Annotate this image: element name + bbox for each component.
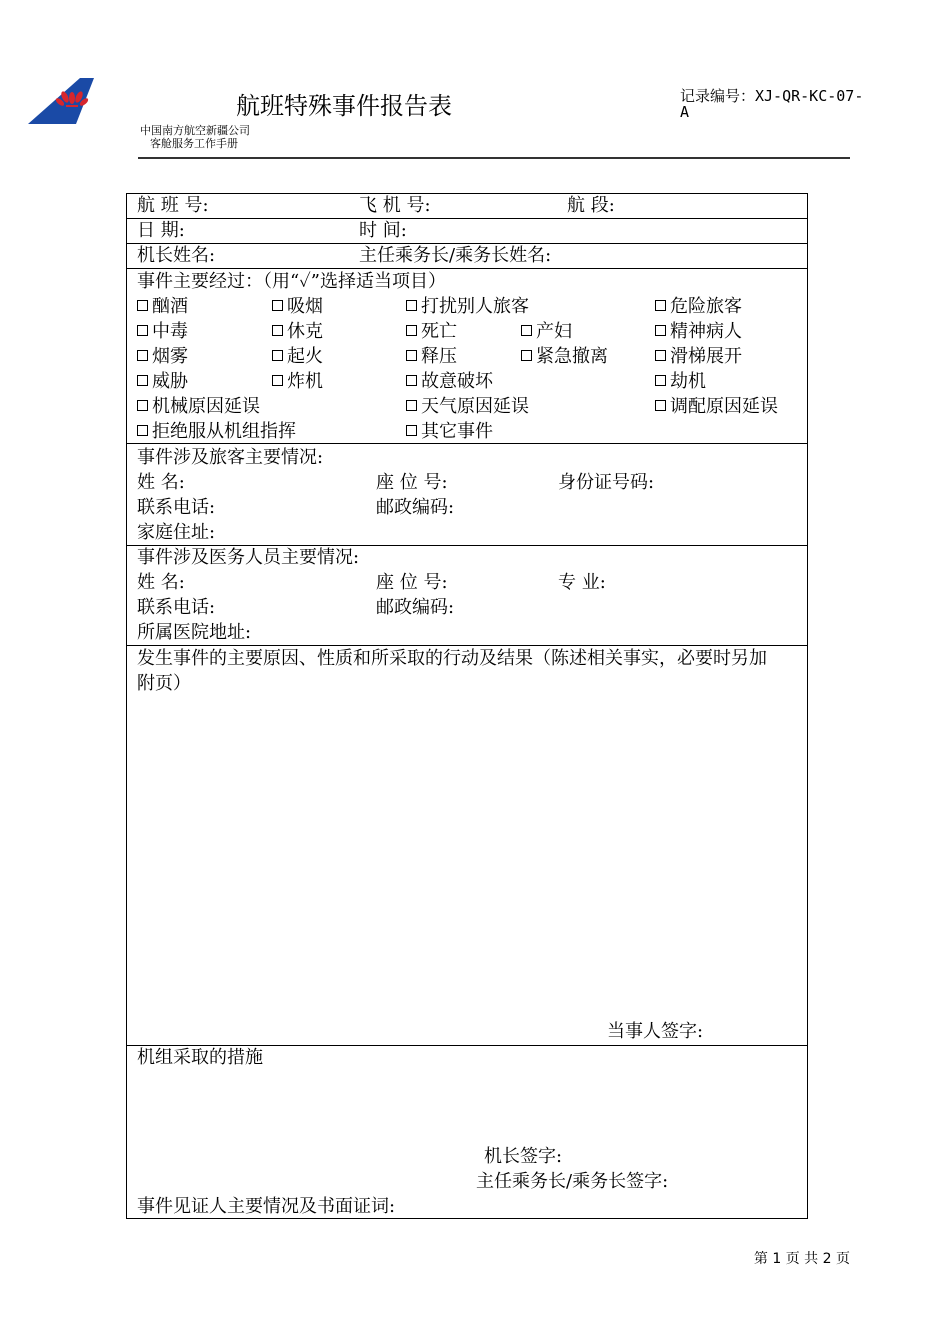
checkbox-smoke[interactable]	[137, 345, 188, 369]
passenger-heading: 事件涉及旅客主要情况:	[137, 447, 324, 468]
checkbox-label: 调配原因延误	[670, 396, 778, 417]
airline-logo	[28, 78, 94, 126]
checkbox-box[interactable]	[521, 350, 532, 361]
flight-no-label: 航 班 号:	[137, 195, 209, 216]
checkbox-mechanical-delay[interactable]	[137, 395, 260, 419]
checkbox-label: 释压	[421, 346, 457, 367]
row-divider	[127, 218, 807, 219]
checkbox-label: 休克	[287, 321, 323, 342]
checkbox-fire[interactable]	[272, 345, 323, 369]
medical-phone-label: 联系电话:	[137, 597, 216, 618]
passenger-seat-label: 座 位 号:	[376, 472, 448, 493]
checkbox-label: 起火	[287, 346, 323, 367]
checkbox-box[interactable]	[406, 350, 417, 361]
checkbox-label: 滑梯展开	[670, 346, 742, 367]
checkbox-box[interactable]	[406, 300, 417, 311]
cause-heading-cont: 附页）	[137, 673, 191, 694]
checkbox-label: 打扰别人旅客	[421, 296, 529, 317]
checkbox-label: 精神病人	[670, 321, 742, 342]
checkbox-box[interactable]	[655, 300, 666, 311]
checkbox-mental[interactable]	[655, 320, 742, 344]
checkbox-label: 炸机	[287, 371, 323, 392]
checkbox-label: 危险旅客	[670, 296, 742, 317]
checkbox-box[interactable]	[655, 375, 666, 386]
checkbox-box[interactable]	[272, 375, 283, 386]
record-number-line2: A	[680, 103, 690, 121]
page-number: 第 1 页 共 2 页	[753, 1251, 850, 1267]
checkbox-other[interactable]	[406, 420, 493, 444]
checkbox-weather-delay[interactable]	[406, 395, 529, 419]
checkbox-smoking[interactable]	[272, 295, 323, 319]
checkbox-label: 紧急撤离	[536, 346, 608, 367]
aircraft-no-label: 飞 机 号:	[359, 195, 431, 216]
checkbox-poison[interactable]	[137, 320, 188, 344]
checkbox-disturb[interactable]	[406, 295, 529, 319]
checkbox-box[interactable]	[406, 425, 417, 436]
checkbox-threat[interactable]	[137, 370, 188, 394]
time-label: 时 间:	[359, 220, 407, 241]
checkbox-box[interactable]	[272, 325, 283, 336]
medical-specialty-label: 专 业:	[558, 572, 606, 593]
purser-signature-label: 主任乘务长/乘务长签字:	[476, 1171, 669, 1192]
checkbox-label: 烟雾	[152, 346, 188, 367]
cause-heading: 发生事件的主要原因、性质和所采取的行动及结果（陈述相关事实，必要时另加	[137, 648, 767, 669]
checkbox-label: 产妇	[536, 321, 572, 342]
passenger-id-label: 身份证号码:	[558, 472, 655, 493]
checkbox-box[interactable]	[272, 300, 283, 311]
checkbox-box[interactable]	[137, 375, 148, 386]
checkbox-box[interactable]	[406, 375, 417, 386]
row-divider	[127, 268, 807, 269]
passenger-name-label: 姓 名:	[137, 472, 185, 493]
checkbox-box[interactable]	[137, 300, 148, 311]
medical-postal-label: 邮政编码:	[376, 597, 455, 618]
checkbox-label: 酗酒	[152, 296, 188, 317]
checkbox-box[interactable]	[406, 325, 417, 336]
checkbox-drunk[interactable]	[137, 295, 188, 319]
checkbox-label: 中毒	[152, 321, 188, 342]
party-signature-label: 当事人签字:	[607, 1021, 704, 1042]
checkbox-slide[interactable]	[655, 345, 742, 369]
checkbox-box[interactable]	[137, 325, 148, 336]
report-form	[126, 193, 808, 1219]
checkbox-label: 劫机	[670, 371, 706, 392]
captain-signature-label: 机长签字:	[484, 1146, 563, 1167]
checkbox-damage[interactable]	[406, 370, 493, 394]
checkbox-label: 死亡	[421, 321, 457, 342]
checkbox-label: 机械原因延误	[152, 396, 260, 417]
row-divider	[127, 645, 807, 646]
checkbox-label: 天气原因延误	[421, 396, 529, 417]
captain-name-label: 机长姓名:	[137, 245, 216, 266]
passenger-postal-label: 邮政编码:	[376, 497, 455, 518]
checkbox-box[interactable]	[655, 350, 666, 361]
passenger-phone-label: 联系电话:	[137, 497, 216, 518]
checkbox-box[interactable]	[521, 325, 532, 336]
checkbox-box[interactable]	[137, 425, 148, 436]
segment-label: 航 段:	[567, 195, 615, 216]
measures-heading: 机组采取的措施	[137, 1047, 263, 1068]
checkbox-label: 其它事件	[421, 421, 493, 442]
checkbox-label: 拒绝服从机组指挥	[152, 421, 296, 442]
checkbox-box[interactable]	[655, 325, 666, 336]
checkbox-shock[interactable]	[272, 320, 323, 344]
checkbox-label: 吸烟	[287, 296, 323, 317]
company-name: 中国南方航空新疆公司	[140, 124, 250, 137]
checkbox-birth[interactable]	[521, 320, 572, 344]
medical-seat-label: 座 位 号:	[376, 572, 448, 593]
purser-name-label: 主任乘务长/乘务长姓名:	[359, 245, 552, 266]
checkbox-box[interactable]	[137, 350, 148, 361]
checkbox-box[interactable]	[137, 400, 148, 411]
checkbox-dispatch-delay[interactable]	[655, 395, 778, 419]
date-label: 日 期:	[137, 220, 185, 241]
witness-label: 事件见证人主要情况及书面证词:	[137, 1196, 396, 1217]
medical-hospital-label: 所属医院地址:	[137, 622, 252, 643]
checkbox-decompression[interactable]	[406, 345, 457, 369]
checkbox-label: 威胁	[152, 371, 188, 392]
checkbox-refuse-crew[interactable]	[137, 420, 296, 444]
header-divider	[138, 157, 850, 159]
checkbox-box[interactable]	[406, 400, 417, 411]
medical-name-label: 姓 名:	[137, 572, 185, 593]
record-number-line1: 记录编号：XJ-QR-KC-07-	[680, 87, 864, 105]
checkbox-evacuation[interactable]	[521, 345, 608, 369]
events-heading: 事件主要经过：（用“✓”选择适当项目）	[137, 271, 447, 292]
checkbox-hijack[interactable]	[655, 370, 706, 394]
checkbox-box[interactable]	[272, 350, 283, 361]
medical-heading: 事件涉及医务人员主要情况:	[137, 547, 360, 568]
passenger-address-label: 家庭住址:	[137, 522, 216, 543]
checkbox-death[interactable]	[406, 320, 457, 344]
checkbox-bomb[interactable]	[272, 370, 323, 394]
checkbox-dangerous[interactable]	[655, 295, 742, 319]
manual-name: 客舱服务工作手册	[150, 137, 238, 150]
form-title: 航班特殊事件报告表	[236, 92, 452, 120]
record-number	[680, 88, 880, 120]
checkbox-box[interactable]	[655, 400, 666, 411]
checkbox-label: 故意破坏	[421, 371, 493, 392]
company-info	[140, 124, 250, 150]
